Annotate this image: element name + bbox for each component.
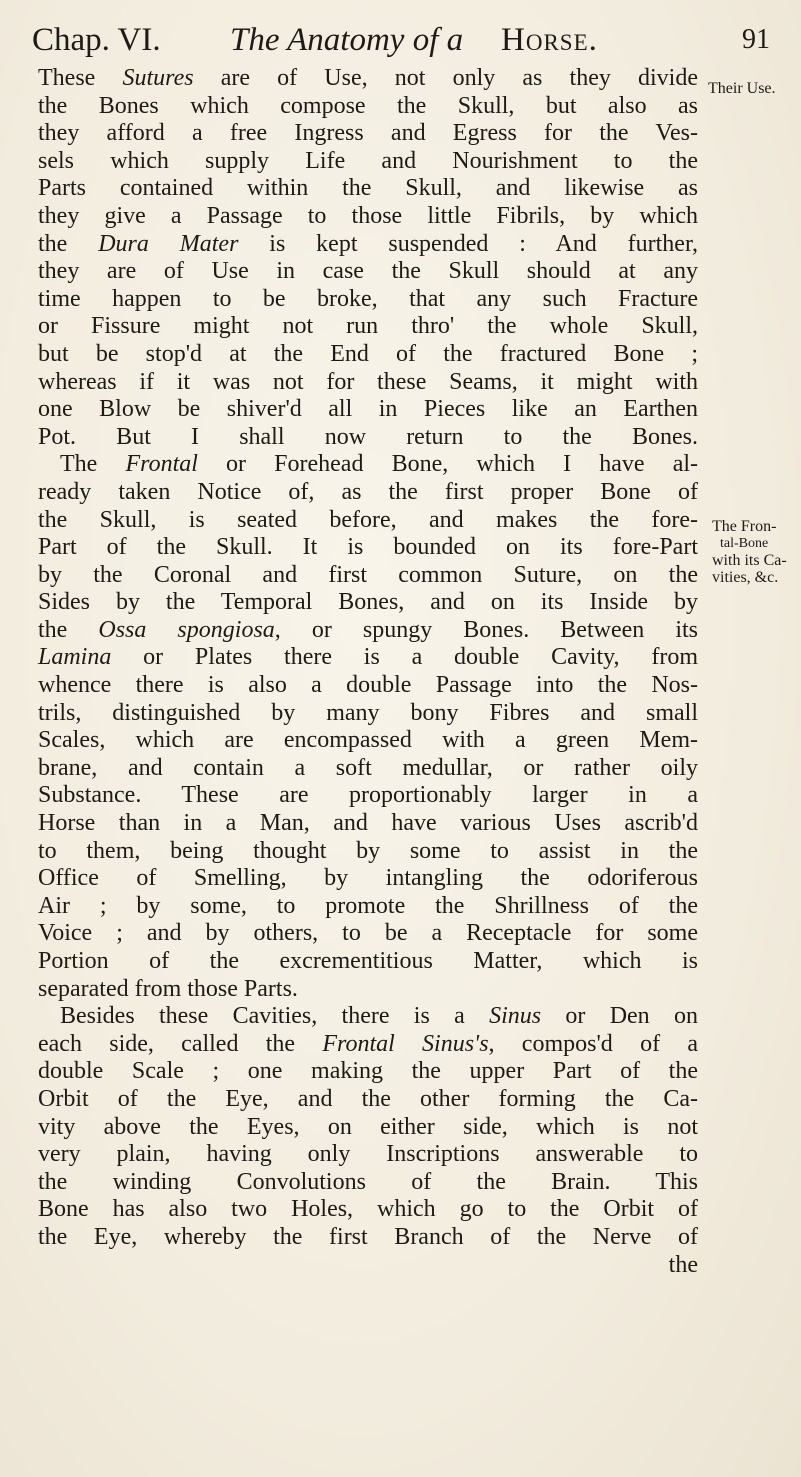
text-line: [38, 920, 698, 948]
text-line: [38, 865, 698, 893]
text-line: [38, 451, 698, 479]
line-text: one Blow be shiver'd all in Pieces like an Earthen: [38, 396, 698, 423]
line-text: , compos'd of a: [488, 1030, 698, 1057]
line-text: is kept suspended : And further,: [238, 230, 698, 257]
text-line: [38, 948, 698, 976]
line-text: Voice ; and by others, to be a Receptacle for some: [38, 920, 698, 947]
line-text: sels which supply Life and Nourishment to the: [38, 147, 698, 174]
text-line: [38, 1196, 698, 1224]
running-header: [32, 10, 792, 70]
text-line: [38, 258, 698, 286]
text-line: [38, 617, 698, 645]
text-line: [38, 782, 698, 810]
line-text: or Forehead Bone, which I have al-: [197, 451, 699, 478]
margin-note-frontal-bone: [712, 518, 787, 586]
line-text: the Eye, whereby the first Branch of the Nerve of: [38, 1223, 698, 1250]
line-text: time happen to be broke, that any such Fracture: [38, 285, 698, 312]
margin-note-line: The Fron-: [712, 518, 777, 535]
line-text: or Fissure might not run thro' the whole Skull,: [38, 313, 698, 340]
line-text: very plain, having only Inscriptions answerable to: [38, 1141, 698, 1168]
line-text: Pot. But I shall now return to the Bones.: [38, 423, 698, 450]
text-line: [38, 1169, 698, 1197]
text-line: [38, 175, 698, 203]
text-line: [38, 203, 698, 231]
line-text: Horse than in a Man, and have various Uses ascrib'd: [38, 810, 698, 837]
line-text: they give a Passage to those little Fibrils, by which: [38, 202, 698, 229]
line-text: the: [38, 616, 99, 643]
text-line: [38, 672, 698, 700]
line-text: or Plates there is a double Cavity, from: [111, 644, 698, 671]
italic-term: Lamina: [38, 644, 112, 671]
line-text: Parts contained within the Skull, and likewise as: [38, 175, 698, 202]
body-text: [38, 65, 698, 1279]
text-line: [38, 1224, 698, 1252]
text-line: [38, 1141, 698, 1169]
line-text: These: [38, 65, 123, 91]
text-line: [38, 313, 698, 341]
line-text: Besides these Cavities, there is a: [60, 1003, 490, 1030]
text-line: [38, 589, 698, 617]
margin-note-line: vities, &c.: [712, 569, 779, 586]
line-text: Scales, which are encompassed with a green Mem-: [38, 727, 698, 754]
margin-note-line: with its Ca-: [712, 552, 787, 569]
text-line: [38, 755, 698, 783]
text-line: [38, 1003, 698, 1031]
line-text: by the Coronal and first common Suture, on the: [38, 561, 698, 588]
text-line: [38, 286, 698, 314]
italic-term: Frontal Sinus's: [322, 1030, 489, 1057]
line-text: separated from those Parts.: [38, 975, 298, 1002]
line-text: Air ; by some, to promote the Shrillness of the: [38, 892, 698, 919]
line-text: are of Use, not only as they divide: [193, 65, 698, 91]
line-text: to them, being thought by some to assist in the: [38, 837, 698, 864]
text-line: [38, 1252, 698, 1280]
italic-term: Frontal: [125, 451, 198, 478]
line-text: brane, and contain a soft medullar, or rather oily: [38, 754, 698, 781]
text-line: [38, 700, 698, 728]
italic-term: Sinus: [489, 1003, 542, 1030]
text-line: [38, 1058, 698, 1086]
line-text: vity above the Eyes, on either side, which is not: [38, 1113, 698, 1140]
text-line: [38, 1031, 698, 1059]
text-line: [38, 810, 698, 838]
line-text: whence there is also a double Passage into the Nos-: [38, 672, 698, 699]
line-text: they afford a free Ingress and Egress for the Ves-: [38, 120, 698, 147]
line-text: each side, called the: [38, 1030, 323, 1057]
text-line: [38, 644, 698, 672]
text-line: [38, 1114, 698, 1142]
line-text: the Skull, is seated before, and makes the fore-: [38, 506, 698, 533]
line-text: Office of Smelling, by intangling the odoriferous: [38, 865, 698, 892]
line-text: Bone has also two Holes, which go to the Orbit of: [38, 1196, 698, 1223]
line-text: the Bones which compose the Skull, but also as: [38, 92, 698, 119]
text-line: [38, 93, 698, 121]
running-title-tail: Horse.: [501, 22, 598, 58]
text-line: [38, 148, 698, 176]
italic-term: Sutures: [122, 65, 194, 91]
line-text: The: [60, 451, 126, 478]
italic-term: Ossa spongiosa: [98, 616, 275, 643]
line-text: Orbit of the Eye, and the other forming the Ca-: [38, 1085, 698, 1112]
line-text: the: [38, 230, 99, 257]
text-line: [38, 120, 698, 148]
text-line: [38, 231, 698, 259]
line-text: Portion of the excrementitious Matter, which is: [38, 948, 698, 974]
line-text: Substance. These are proportionably larger in a: [38, 782, 698, 809]
text-line: [38, 424, 698, 452]
text-line: [38, 479, 698, 507]
text-line: [38, 727, 698, 755]
text-line: [38, 65, 698, 93]
page-number: 91: [742, 24, 770, 55]
line-text: ready taken Notice of, as the first proper Bone of: [38, 478, 698, 505]
line-text: but be stop'd at the End of the fractured Bone ;: [38, 340, 698, 367]
text-line: [38, 893, 698, 921]
line-text: , or spungy Bones. Between its: [274, 616, 698, 643]
line-text: they are of Use in case the Skull should at any: [38, 258, 698, 285]
text-line: [38, 396, 698, 424]
text-line: [38, 534, 698, 562]
text-line: [38, 341, 698, 369]
line-text: Sides by the Temporal Bones, and on its Inside by: [38, 589, 698, 616]
text-line: [38, 838, 698, 866]
line-text: trils, distinguished by many bony Fibres and small: [38, 699, 698, 726]
line-text: the: [668, 1251, 698, 1278]
margin-note-line: tal-Bone: [720, 536, 769, 551]
running-title: The Anatomy of a: [230, 22, 464, 58]
italic-term: Dura Mater: [98, 230, 239, 257]
line-text: whereas if it was not for these Seams, it might with: [38, 368, 698, 395]
line-text: double Scale ; one making the upper Part of the: [38, 1058, 698, 1085]
text-line: [38, 562, 698, 590]
margin-note-their-use: Their Use.: [708, 80, 776, 97]
line-text: or Den on: [541, 1003, 698, 1030]
text-line: [38, 369, 698, 397]
line-text: Part of the Skull. It is bounded on its fore-Part: [38, 534, 698, 561]
text-line: [38, 507, 698, 535]
line-text: the winding Convolutions of the Brain. This: [38, 1168, 698, 1195]
text-line: [38, 1086, 698, 1114]
chapter-label: Chap. VI.: [32, 22, 161, 58]
text-line: [38, 976, 698, 1004]
